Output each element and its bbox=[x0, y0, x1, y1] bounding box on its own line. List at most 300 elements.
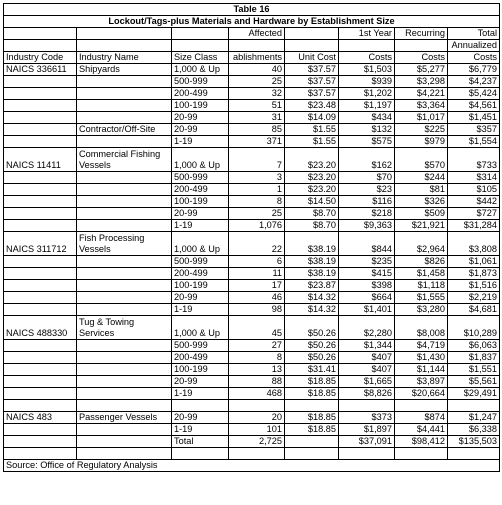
table-cell: 200-499 bbox=[172, 352, 229, 364]
table-cell bbox=[77, 208, 172, 220]
table-cell: $4,221 bbox=[395, 88, 448, 100]
table-cell: Costs bbox=[395, 52, 448, 64]
table-cell: $14.32 bbox=[285, 304, 339, 316]
table-cell bbox=[4, 364, 77, 376]
table-cell: $727 bbox=[448, 208, 500, 220]
table-row bbox=[4, 220, 500, 232]
table-cell: $135,503 bbox=[448, 436, 500, 448]
table-cell bbox=[4, 172, 77, 184]
table-cell: $8.70 bbox=[285, 208, 339, 220]
table-cell: $1,197 bbox=[339, 100, 395, 112]
table-cell bbox=[448, 400, 500, 412]
table-cell: $23 bbox=[339, 184, 395, 196]
source-note: Source: Office of Regulatory Analysis bbox=[4, 460, 500, 472]
table-title-row bbox=[4, 16, 500, 28]
table-cell: 1,000 & Up bbox=[172, 316, 229, 340]
table-cell bbox=[172, 400, 229, 412]
table-cell: $50.26 bbox=[285, 316, 339, 340]
table-cell bbox=[4, 268, 77, 280]
table-cell bbox=[285, 400, 339, 412]
table-cell: 1,000 & Up bbox=[172, 64, 229, 76]
table-cell: 11 bbox=[229, 268, 285, 280]
table-cell: 20 bbox=[229, 412, 285, 424]
table-row bbox=[4, 448, 500, 460]
source-row bbox=[4, 460, 500, 472]
table-cell: 25 bbox=[229, 208, 285, 220]
table-cell bbox=[4, 280, 77, 292]
table-cell bbox=[4, 436, 77, 448]
table-cell bbox=[4, 184, 77, 196]
table-cell: $37,091 bbox=[339, 436, 395, 448]
table-cell: $29,491 bbox=[448, 388, 500, 400]
table-cell: NAICS 488330 bbox=[4, 316, 77, 340]
table-cell bbox=[395, 448, 448, 460]
table-cell bbox=[285, 448, 339, 460]
table-cell: Recurring bbox=[395, 28, 448, 40]
table-cell: $218 bbox=[339, 208, 395, 220]
table-cell: $1,516 bbox=[448, 280, 500, 292]
table-cell bbox=[4, 112, 77, 124]
table-cell: 2,725 bbox=[229, 436, 285, 448]
table-cell: $37.57 bbox=[285, 76, 339, 88]
table-cell: 200-499 bbox=[172, 184, 229, 196]
table-cell bbox=[172, 448, 229, 460]
table-cell bbox=[4, 340, 77, 352]
table-cell: $6,063 bbox=[448, 340, 500, 352]
table-cell: $14.50 bbox=[285, 196, 339, 208]
table-cell: $5,561 bbox=[448, 376, 500, 388]
table-cell: $70 bbox=[339, 172, 395, 184]
table-cell: $3,298 bbox=[395, 76, 448, 88]
table-cell: $3,364 bbox=[395, 100, 448, 112]
header-row-mid bbox=[4, 40, 500, 52]
table-cell: 31 bbox=[229, 112, 285, 124]
table-cell: $235 bbox=[339, 256, 395, 268]
table-cell: 17 bbox=[229, 280, 285, 292]
table-cell: Unit Cost bbox=[285, 52, 339, 64]
table-cell: $407 bbox=[339, 352, 395, 364]
table-cell bbox=[77, 436, 172, 448]
table-cell: $14.32 bbox=[285, 292, 339, 304]
table-cell: 32 bbox=[229, 88, 285, 100]
table-cell: $664 bbox=[339, 292, 395, 304]
table-cell: $6,779 bbox=[448, 64, 500, 76]
table-cell: 1,076 bbox=[229, 220, 285, 232]
table-cell: $4,561 bbox=[448, 100, 500, 112]
table-cell: 27 bbox=[229, 340, 285, 352]
table-cell: 371 bbox=[229, 136, 285, 148]
table-cell: $1,202 bbox=[339, 88, 395, 100]
table-row bbox=[4, 124, 500, 136]
table-row bbox=[4, 424, 500, 436]
table-cell bbox=[77, 76, 172, 88]
table-cell: 1st Year bbox=[339, 28, 395, 40]
table-cell bbox=[172, 40, 229, 52]
table-cell bbox=[77, 136, 172, 148]
table-cell: 500-999 bbox=[172, 172, 229, 184]
table-cell: $38.19 bbox=[285, 232, 339, 256]
table-cell: $105 bbox=[448, 184, 500, 196]
table-row bbox=[4, 88, 500, 100]
table-cell bbox=[4, 40, 77, 52]
table-cell bbox=[77, 304, 172, 316]
table-cell: 6 bbox=[229, 256, 285, 268]
table-cell bbox=[77, 388, 172, 400]
table-cell: 51 bbox=[229, 100, 285, 112]
table-row bbox=[4, 64, 500, 76]
table-cell: $4,719 bbox=[395, 340, 448, 352]
table-row bbox=[4, 184, 500, 196]
table-cell: 85 bbox=[229, 124, 285, 136]
table-cell: $434 bbox=[339, 112, 395, 124]
table-cell: $23.20 bbox=[285, 172, 339, 184]
table-cell: 1,000 & Up bbox=[172, 232, 229, 256]
table-cell: $4,681 bbox=[448, 304, 500, 316]
table-cell: 46 bbox=[229, 292, 285, 304]
table-cell: $4,441 bbox=[395, 424, 448, 436]
table-cell bbox=[395, 400, 448, 412]
table-row bbox=[4, 376, 500, 388]
table-cell: $1,555 bbox=[395, 292, 448, 304]
table-cell: $1,144 bbox=[395, 364, 448, 376]
table-row bbox=[4, 112, 500, 124]
table-row bbox=[4, 256, 500, 268]
table-cell: $132 bbox=[339, 124, 395, 136]
table-row bbox=[4, 364, 500, 376]
table-cell: Total bbox=[448, 28, 500, 40]
table-cell: $1,873 bbox=[448, 268, 500, 280]
table-row bbox=[4, 232, 500, 256]
table-cell: Commercial Fishing Vessels bbox=[77, 148, 172, 172]
table-cell bbox=[285, 40, 339, 52]
table-cell bbox=[77, 100, 172, 112]
table-row bbox=[4, 208, 500, 220]
table-cell bbox=[4, 424, 77, 436]
table-cell: $162 bbox=[339, 148, 395, 172]
table-cell: $225 bbox=[395, 124, 448, 136]
table-cell: 1-19 bbox=[172, 304, 229, 316]
table-row bbox=[4, 196, 500, 208]
table-cell: 45 bbox=[229, 316, 285, 340]
table-cell: $9,363 bbox=[339, 220, 395, 232]
table-cell: $398 bbox=[339, 280, 395, 292]
table-row bbox=[4, 292, 500, 304]
table-cell: $407 bbox=[339, 364, 395, 376]
table-cell: $1,503 bbox=[339, 64, 395, 76]
spreadsheet bbox=[3, 3, 500, 472]
table-cell bbox=[4, 352, 77, 364]
table-cell bbox=[4, 304, 77, 316]
table-cell: $373 bbox=[339, 412, 395, 424]
header-row bbox=[4, 52, 500, 64]
table-cell: NAICS 336611 bbox=[4, 64, 77, 76]
table-cell: $5,424 bbox=[448, 88, 500, 100]
table-cell bbox=[4, 136, 77, 148]
table-cell bbox=[285, 436, 339, 448]
table-cell: 200-499 bbox=[172, 88, 229, 100]
table-cell bbox=[4, 388, 77, 400]
table-cell: $1,897 bbox=[339, 424, 395, 436]
table-cell: $23.48 bbox=[285, 100, 339, 112]
table-row bbox=[4, 388, 500, 400]
table-cell: $81 bbox=[395, 184, 448, 196]
table-cell bbox=[4, 448, 77, 460]
table-cell: $826 bbox=[395, 256, 448, 268]
table-cell: $31.41 bbox=[285, 364, 339, 376]
table-cell: $18.85 bbox=[285, 388, 339, 400]
table-cell: $37.57 bbox=[285, 88, 339, 100]
table-cell: Total bbox=[172, 436, 229, 448]
table-cell: $1,344 bbox=[339, 340, 395, 352]
table-cell bbox=[229, 40, 285, 52]
table-cell: $939 bbox=[339, 76, 395, 88]
table-cell: $37.57 bbox=[285, 64, 339, 76]
table-cell bbox=[4, 124, 77, 136]
table-cell: $570 bbox=[395, 148, 448, 172]
table-cell bbox=[4, 196, 77, 208]
table-cell bbox=[77, 256, 172, 268]
table-cell: 20-99 bbox=[172, 208, 229, 220]
table-cell: Costs bbox=[339, 52, 395, 64]
table-cell: 1-19 bbox=[172, 136, 229, 148]
table-cell: $1,551 bbox=[448, 364, 500, 376]
table-cell: $326 bbox=[395, 196, 448, 208]
table-cell bbox=[4, 256, 77, 268]
table-cell bbox=[339, 40, 395, 52]
table-cell: NAICS 311712 bbox=[4, 232, 77, 256]
table-row bbox=[4, 172, 500, 184]
table-cell: 40 bbox=[229, 64, 285, 76]
table-cell bbox=[77, 364, 172, 376]
table-cell bbox=[4, 292, 77, 304]
table-label-row bbox=[4, 4, 500, 16]
table-cell: 20-99 bbox=[172, 412, 229, 424]
table-cell bbox=[4, 28, 77, 40]
table-cell bbox=[4, 88, 77, 100]
table-cell: $18.85 bbox=[285, 424, 339, 436]
table-cell bbox=[77, 448, 172, 460]
table-cell bbox=[77, 220, 172, 232]
table-cell bbox=[77, 28, 172, 40]
table-cell: $2,964 bbox=[395, 232, 448, 256]
table-cell: $23.87 bbox=[285, 280, 339, 292]
table-cell bbox=[77, 88, 172, 100]
table-cell: $1,837 bbox=[448, 352, 500, 364]
table-row bbox=[4, 400, 500, 412]
table-row bbox=[4, 100, 500, 112]
table-cell bbox=[77, 376, 172, 388]
table-cell: 8 bbox=[229, 196, 285, 208]
table-cell: $442 bbox=[448, 196, 500, 208]
table-cell: 1-19 bbox=[172, 424, 229, 436]
table-cell bbox=[77, 280, 172, 292]
table-cell: 500-999 bbox=[172, 340, 229, 352]
table-cell bbox=[229, 448, 285, 460]
table-cell: 20-99 bbox=[172, 124, 229, 136]
table-cell: Annualized bbox=[448, 40, 500, 52]
header-row-top bbox=[4, 28, 500, 40]
table-cell: $4,237 bbox=[448, 76, 500, 88]
table-cell: 1-19 bbox=[172, 220, 229, 232]
table-cell: 8 bbox=[229, 352, 285, 364]
table-cell bbox=[77, 40, 172, 52]
table-cell bbox=[4, 76, 77, 88]
table-cell bbox=[172, 28, 229, 40]
table-cell bbox=[4, 220, 77, 232]
table-row bbox=[4, 136, 500, 148]
table-cell bbox=[395, 40, 448, 52]
table-cell: $20,664 bbox=[395, 388, 448, 400]
table-cell bbox=[4, 376, 77, 388]
table-cell: $1.55 bbox=[285, 136, 339, 148]
table-row bbox=[4, 352, 500, 364]
table-cell: $8,826 bbox=[339, 388, 395, 400]
table-cell bbox=[77, 112, 172, 124]
table-cell: 20-99 bbox=[172, 292, 229, 304]
table-cell: $1.55 bbox=[285, 124, 339, 136]
table-cell bbox=[77, 184, 172, 196]
table-title: Lockout/Tags-plus Materials and Hardware by Establishment Size bbox=[4, 16, 500, 28]
table-cell: 101 bbox=[229, 424, 285, 436]
table-cell bbox=[448, 448, 500, 460]
table-cell bbox=[229, 400, 285, 412]
table-cell: 22 bbox=[229, 232, 285, 256]
table-cell: $50.26 bbox=[285, 340, 339, 352]
table-cell: Contractor/Off-Site bbox=[77, 124, 172, 136]
table-cell: 100-199 bbox=[172, 196, 229, 208]
table-row bbox=[4, 268, 500, 280]
table-cell: $8.70 bbox=[285, 220, 339, 232]
table-cell: 500-999 bbox=[172, 256, 229, 268]
table-cell: $3,897 bbox=[395, 376, 448, 388]
table-row bbox=[4, 76, 500, 88]
table-cell: Fish Processing Vessels bbox=[77, 232, 172, 256]
table-cell bbox=[285, 28, 339, 40]
table-cell: 100-199 bbox=[172, 364, 229, 376]
table-cell bbox=[77, 172, 172, 184]
table-cell: 88 bbox=[229, 376, 285, 388]
table-cell: $23.20 bbox=[285, 148, 339, 172]
table-cell: $1,451 bbox=[448, 112, 500, 124]
table-cell: NAICS 11411 bbox=[4, 148, 77, 172]
table-cell bbox=[77, 268, 172, 280]
table-cell: $3,280 bbox=[395, 304, 448, 316]
table-cell: $6,338 bbox=[448, 424, 500, 436]
table-body bbox=[4, 4, 500, 472]
table-cell: $5,277 bbox=[395, 64, 448, 76]
table-cell bbox=[4, 208, 77, 220]
table-cell: Passenger Vessels bbox=[77, 412, 172, 424]
table-cell: $1,665 bbox=[339, 376, 395, 388]
table-cell: 3 bbox=[229, 172, 285, 184]
table-cell: Shipyards bbox=[77, 64, 172, 76]
table-cell: $244 bbox=[395, 172, 448, 184]
table-cell: 7 bbox=[229, 148, 285, 172]
table-row bbox=[4, 436, 500, 448]
table-cell bbox=[4, 100, 77, 112]
table-cell: $18.85 bbox=[285, 412, 339, 424]
table-cell: 1-19 bbox=[172, 388, 229, 400]
table-cell: $18.85 bbox=[285, 376, 339, 388]
table-cell bbox=[4, 400, 77, 412]
table-cell bbox=[77, 424, 172, 436]
table-cell: $575 bbox=[339, 136, 395, 148]
table-cell: 25 bbox=[229, 76, 285, 88]
table-cell: $1,247 bbox=[448, 412, 500, 424]
table-row bbox=[4, 412, 500, 424]
table-cell: $50.26 bbox=[285, 352, 339, 364]
table-cell: $2,219 bbox=[448, 292, 500, 304]
table-row bbox=[4, 340, 500, 352]
table-cell: NAICS 483 bbox=[4, 412, 77, 424]
table-cell: $844 bbox=[339, 232, 395, 256]
table-cell: Size Class bbox=[172, 52, 229, 64]
table-cell bbox=[77, 292, 172, 304]
table-cell: 100-199 bbox=[172, 100, 229, 112]
table-cell: $98,412 bbox=[395, 436, 448, 448]
table-cell: 1 bbox=[229, 184, 285, 196]
table-cell: Costs bbox=[448, 52, 500, 64]
table-cell bbox=[77, 352, 172, 364]
table-cell: $1,554 bbox=[448, 136, 500, 148]
table-cell: $38.19 bbox=[285, 256, 339, 268]
table-cell: $1,061 bbox=[448, 256, 500, 268]
table-cell: 20-99 bbox=[172, 376, 229, 388]
table-cell: $8,008 bbox=[395, 316, 448, 340]
table-cell bbox=[77, 340, 172, 352]
table-cell: Tug & Towing Services bbox=[77, 316, 172, 340]
table-cell: Affected bbox=[229, 28, 285, 40]
table-cell: ablishments bbox=[229, 52, 285, 64]
table-cell: Industry Name bbox=[77, 52, 172, 64]
table-label: Table 16 bbox=[4, 4, 500, 16]
table-cell bbox=[77, 400, 172, 412]
table-cell: 98 bbox=[229, 304, 285, 316]
table-cell: $874 bbox=[395, 412, 448, 424]
table-cell: $31,284 bbox=[448, 220, 500, 232]
table-cell: $2,280 bbox=[339, 316, 395, 340]
table-cell: $14.09 bbox=[285, 112, 339, 124]
table-cell: $116 bbox=[339, 196, 395, 208]
table-row bbox=[4, 304, 500, 316]
table-row bbox=[4, 316, 500, 340]
table-cell: $1,430 bbox=[395, 352, 448, 364]
table-cell: $38.19 bbox=[285, 268, 339, 280]
table-cell: 20-99 bbox=[172, 112, 229, 124]
table-cell bbox=[339, 400, 395, 412]
table-cell: $3,808 bbox=[448, 232, 500, 256]
table-cell: $357 bbox=[448, 124, 500, 136]
cost-table bbox=[3, 3, 500, 472]
table-cell: $415 bbox=[339, 268, 395, 280]
table-cell: $10,289 bbox=[448, 316, 500, 340]
table-cell: $1,401 bbox=[339, 304, 395, 316]
table-cell: 468 bbox=[229, 388, 285, 400]
table-cell: $21,921 bbox=[395, 220, 448, 232]
table-cell: $314 bbox=[448, 172, 500, 184]
table-cell bbox=[77, 196, 172, 208]
table-cell: 100-199 bbox=[172, 280, 229, 292]
table-cell: $1,017 bbox=[395, 112, 448, 124]
table-row bbox=[4, 280, 500, 292]
table-cell: 1,000 & Up bbox=[172, 148, 229, 172]
table-cell: 200-499 bbox=[172, 268, 229, 280]
table-row bbox=[4, 148, 500, 172]
table-cell: Industry Code bbox=[4, 52, 77, 64]
table-cell: $23.20 bbox=[285, 184, 339, 196]
table-cell: $1,118 bbox=[395, 280, 448, 292]
table-cell: $733 bbox=[448, 148, 500, 172]
